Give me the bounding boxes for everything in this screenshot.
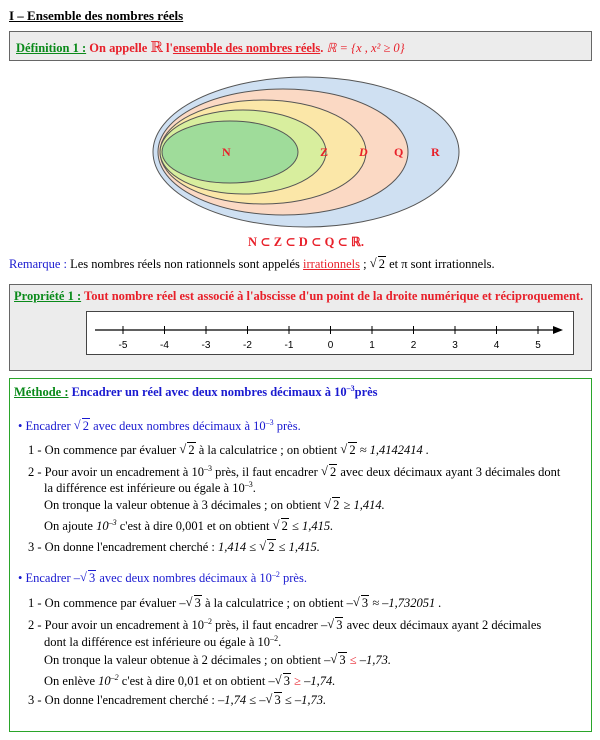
tick-label: 3 [452, 340, 458, 351]
remark-text-b: et π sont irrationnels. [389, 257, 495, 271]
method-title-exp: –3 [346, 384, 355, 393]
tick-label: -3 [201, 340, 211, 351]
tick-label: -4 [160, 340, 169, 351]
definition-formula: ℝ = {x , x² ≥ 0} [326, 41, 405, 55]
method-title: Encadrer un réel avec deux nombres décimaux à 10 [71, 385, 347, 400]
number-line-svg [87, 312, 573, 354]
label-d: D [359, 145, 368, 159]
tick-label: 4 [493, 340, 500, 351]
remark-label: Remarque : [9, 257, 67, 271]
ex1-step2-cont: la différence est inférieure ou égale à $10^{-3}$. [44, 480, 256, 496]
tick-label: 0 [327, 340, 334, 351]
remark-text-a: Les nombres réels non rationnels sont appelés [70, 257, 300, 271]
ex1-heading: • Encadrer √ 2 avec deux nombres décimaux à $10^{-3}$ près. [18, 418, 301, 434]
ex1-step1: 1 - On commence par évaluer √ 2 à la calculatrice ; on obtient √ 2 ≈ 1,4142414 . [28, 443, 429, 458]
ex2-step3: 3 - On donne l'encadrement cherché : –1,74 ≤ –√ 3 ≤ –1,73. [28, 693, 326, 708]
definition-box: Définition 1 : On appelle ℝ l'ensemble des nombres réels. ℝ = {x , x² ≥ 0} [9, 31, 592, 61]
ex1-step2: 2 - Pour avoir un encadrement à $10^{-3}$ près, il faut encadrer √ 2 avec deux décimaux ayant 3 décimales dont [28, 464, 560, 480]
symbol-r: ℝ [150, 40, 163, 56]
ex1-step3: 3 - On donne l'encadrement cherché : 1,414 ≤ √ 2 ≤ 1,415. [28, 540, 320, 555]
label-n: N [222, 145, 231, 159]
ex2-step2: 2 - Pour avoir un encadrement à $10^{-2}$ près, il faut encadrer –√ 3 avec deux décimaux ayant 2 décimales [28, 617, 541, 633]
definition-text-b: l' [165, 41, 173, 55]
inclusion-chain: N ⊂ Z ⊂ D ⊂ Q ⊂ ℝ. [248, 235, 365, 249]
tick-label: -5 [118, 340, 128, 351]
number-line [86, 311, 574, 355]
label-r: R [431, 145, 440, 159]
section-title: I – Ensemble des nombres réels [9, 8, 184, 23]
tick-label: 1 [369, 340, 375, 351]
sqrt-2: √ 2 [370, 257, 386, 272]
tick-label: 5 [535, 340, 541, 351]
ex2-heading: • Encadrer –√ 3 avec deux nombres décimaux à $10^{-2}$ près. [18, 570, 307, 586]
ex2-truncate: On tronque la valeur obtenue à 2 décimales ; on obtient –√ 3 ≤ –1,73. [44, 653, 391, 668]
method-title-end: près [354, 385, 378, 400]
property-text: Tout nombre réel est associé à l'abscisse d'un point de la droite numérique et réciproquement. [84, 289, 584, 303]
tick-label: 2 [410, 340, 417, 351]
remark-term: irrationnels [303, 257, 360, 271]
definition-label: Définition 1 : [16, 41, 87, 55]
definition-text-a: On appelle [89, 41, 148, 55]
property-label: Propriété 1 : [14, 289, 82, 303]
tick-label: -2 [243, 340, 252, 351]
ex1-truncate: On tronque la valeur obtenue à 3 décimales ; on obtient √ 2 ≥ 1,414. [44, 498, 385, 513]
remark-sep: ; [363, 257, 367, 271]
sets-diagram [148, 76, 478, 232]
property-box [9, 284, 592, 371]
remark [9, 257, 495, 272]
ex1-add: On ajoute $10^{-3}$ c'est à dire 0,001 et on obtient √ 2 ≤ 1,415. [44, 518, 333, 534]
ex2-step2-cont: dont la différence est inférieure ou égale à $10^{-2}$. [44, 634, 282, 650]
method-label: Méthode : [14, 385, 69, 400]
ex2-step1: 1 - On commence par évaluer –√ 3 à la calculatrice ; on obtient –√ 3 ≈ –1,732051 . [28, 596, 442, 611]
definition-term: ensemble des nombres réels [172, 41, 321, 55]
ex2-subtract: On enlève $10^{-2}$ c'est à dire 0,01 et on obtient –√ 3 ≥ –1,74. [44, 673, 335, 689]
label-q: Q [394, 145, 404, 159]
label-z: Z [320, 145, 329, 159]
method-box [9, 378, 592, 732]
tick-label: -1 [284, 340, 294, 351]
